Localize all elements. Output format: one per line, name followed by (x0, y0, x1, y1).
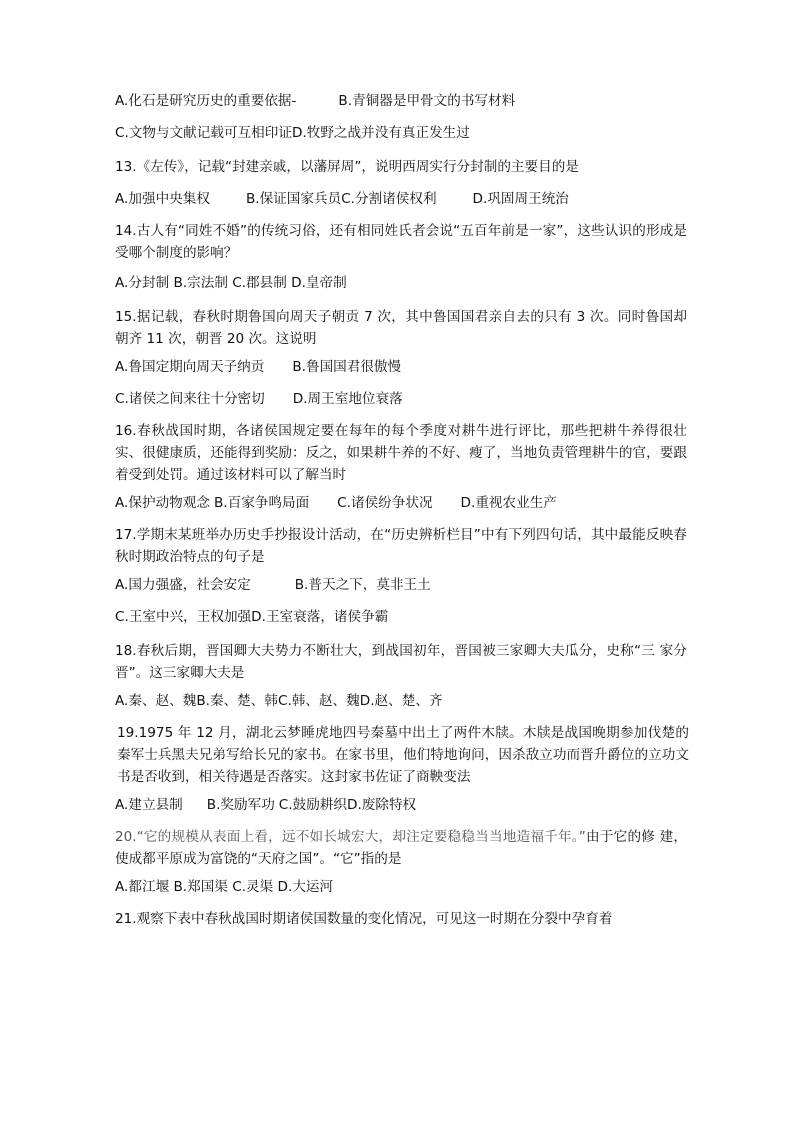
q13-option-b[interactable]: B.保证国家兵员 (245, 191, 342, 207)
q16-option-c[interactable]: C.诸侯纷争状况 (337, 495, 433, 511)
q16-option-b[interactable]: B.百家争鸣局面 (213, 495, 310, 511)
q20-stem-rest: 由于它的修 建，使成都平原成为富饶的“天府之国”。“它”指的是 (115, 829, 688, 867)
q16-stem: 16.春秋战国时期，各诸侯国规定要在每年的每个季度对耕牛进行评比，那些把耕牛养得很壮实、很健康质，还能得到奖励：反之，如果耕牛养的不好、瘦了，当地负责管理耕牛的官，要跟着受到处罚。通过该材料可以了解当时 (115, 423, 687, 483)
q20-options[interactable]: A.都江堰 B.郑国渠 C.灵渠 D.大运河 (115, 879, 334, 895)
q17-option-a[interactable]: A.国力强盛，社会安定 (115, 577, 251, 593)
q15-option-b[interactable]: B.鲁国国君很傲慢 (292, 359, 402, 375)
q12-options-row1 (115, 90, 685, 112)
q13-option-c[interactable]: C.分割诸侯权利 (341, 191, 437, 207)
q15-options-row2 (115, 388, 685, 410)
q17-option-c[interactable]: C.王室中兴，王权加强 (115, 609, 252, 625)
q12-option-b[interactable]: B.青铜器是甲骨文的书写材料 (338, 93, 516, 109)
q18-options[interactable]: A.秦、赵、魏B.秦、楚、韩C.韩、赵、魏D.赵、楚、齐 (115, 693, 443, 709)
q14-stem: 14.古人有“同姓不婚”的传统习俗，还有相同姓氏者会说“五百年前是一家”，这些认识的形成是受哪个制度的影响？ (115, 223, 687, 261)
q17-stem: 17.学期末某班举办历史手抄报设计活动，在“历史辨析栏目”中有下列四句话，其中最能反映春秋时期政治特点的句子是 (115, 527, 687, 565)
q15-option-a[interactable]: A.鲁国定期向周天子纳贡 (115, 359, 265, 375)
q12-option-c[interactable]: C.文物与文献记载可互相印证 (115, 125, 292, 141)
q20-stem (115, 826, 687, 870)
q17-options-row2 (115, 606, 685, 628)
q12-option-d[interactable]: D.牧野之战并没有真正发生过 (291, 125, 470, 141)
q18-stem: 18.春秋后期，晋国卿大夫势力不断壮大，到战国初年，晋国被三家卿大夫瓜分，史称“三 家分晋”。这三家卿大夫是 (115, 643, 687, 681)
q16-options (115, 492, 685, 514)
q15-option-d[interactable]: D.周王室地位衰落 (292, 391, 403, 407)
q21-stem: 21.观察下表中春秋战国时期诸侯国数量的变化情况，可见这一时期在分裂中孕育着 (115, 911, 613, 927)
q19-stem: 19.1975 年 12 月，湖北云梦睡虎地四号秦墓中出土了两件木牍。木牍是战国晚期参加伐楚的秦军士兵黑夫兄弟写给长兄的家书。在家书里，他们特地询问，因杀敌立功而晋升爵位的立功文书是否收到，相关待遇是否落实。这封家书佐证了商鞅变法 (117, 725, 689, 785)
q13-option-a[interactable]: A.加强中央集权 (115, 191, 210, 207)
q20-stem-quote: 20.“它的规模从表面上看，远不如长城宏大，却注定要稳稳当当地造福千年。” (115, 829, 586, 845)
q19-option-b[interactable]: B.奖励军功 (206, 797, 275, 813)
q15-options-row1 (115, 356, 685, 378)
q14-options[interactable]: A.分封制 B.宗法制 C.郡县制 D.皇帝制 (115, 275, 347, 291)
q17-options-row1 (115, 574, 685, 596)
q19-option-c[interactable]: C.鼓励耕织 (278, 797, 347, 813)
q15-option-c[interactable]: C.诸侯之间来往十分密切 (115, 391, 265, 407)
q16-option-a[interactable]: A.保护动物观念 (115, 495, 210, 511)
q13-option-d[interactable]: D.巩固周王统治 (472, 191, 569, 207)
q12-option-a[interactable]: A.化石是研究历史的重要依据- (115, 93, 297, 109)
q13-options (115, 188, 685, 210)
q17-option-b[interactable]: B.普天之下，莫非王土 (294, 577, 431, 593)
q16-option-d[interactable]: D.重视农业生产 (460, 495, 557, 511)
q19-option-d[interactable]: D.废除特权 (346, 797, 417, 813)
q13-stem: 13.《左传》，记载“封建亲戚，以藩屏周”，说明西周实行分封制的主要目的是 (115, 159, 579, 175)
q15-stem: 15.据记载，春秋时期鲁国向周天子朝贡 7 次，其中鲁国国君亲自去的只有 3 次。同时鲁国却朝齐 11 次，朝晋 20 次。这说明 (115, 309, 687, 347)
q19-options (115, 794, 685, 816)
q12-options-row2 (115, 122, 685, 144)
q19-option-a[interactable]: A.建立县制 (115, 797, 183, 813)
q17-option-d[interactable]: D.王室衰落，诸侯争霸 (251, 609, 389, 625)
